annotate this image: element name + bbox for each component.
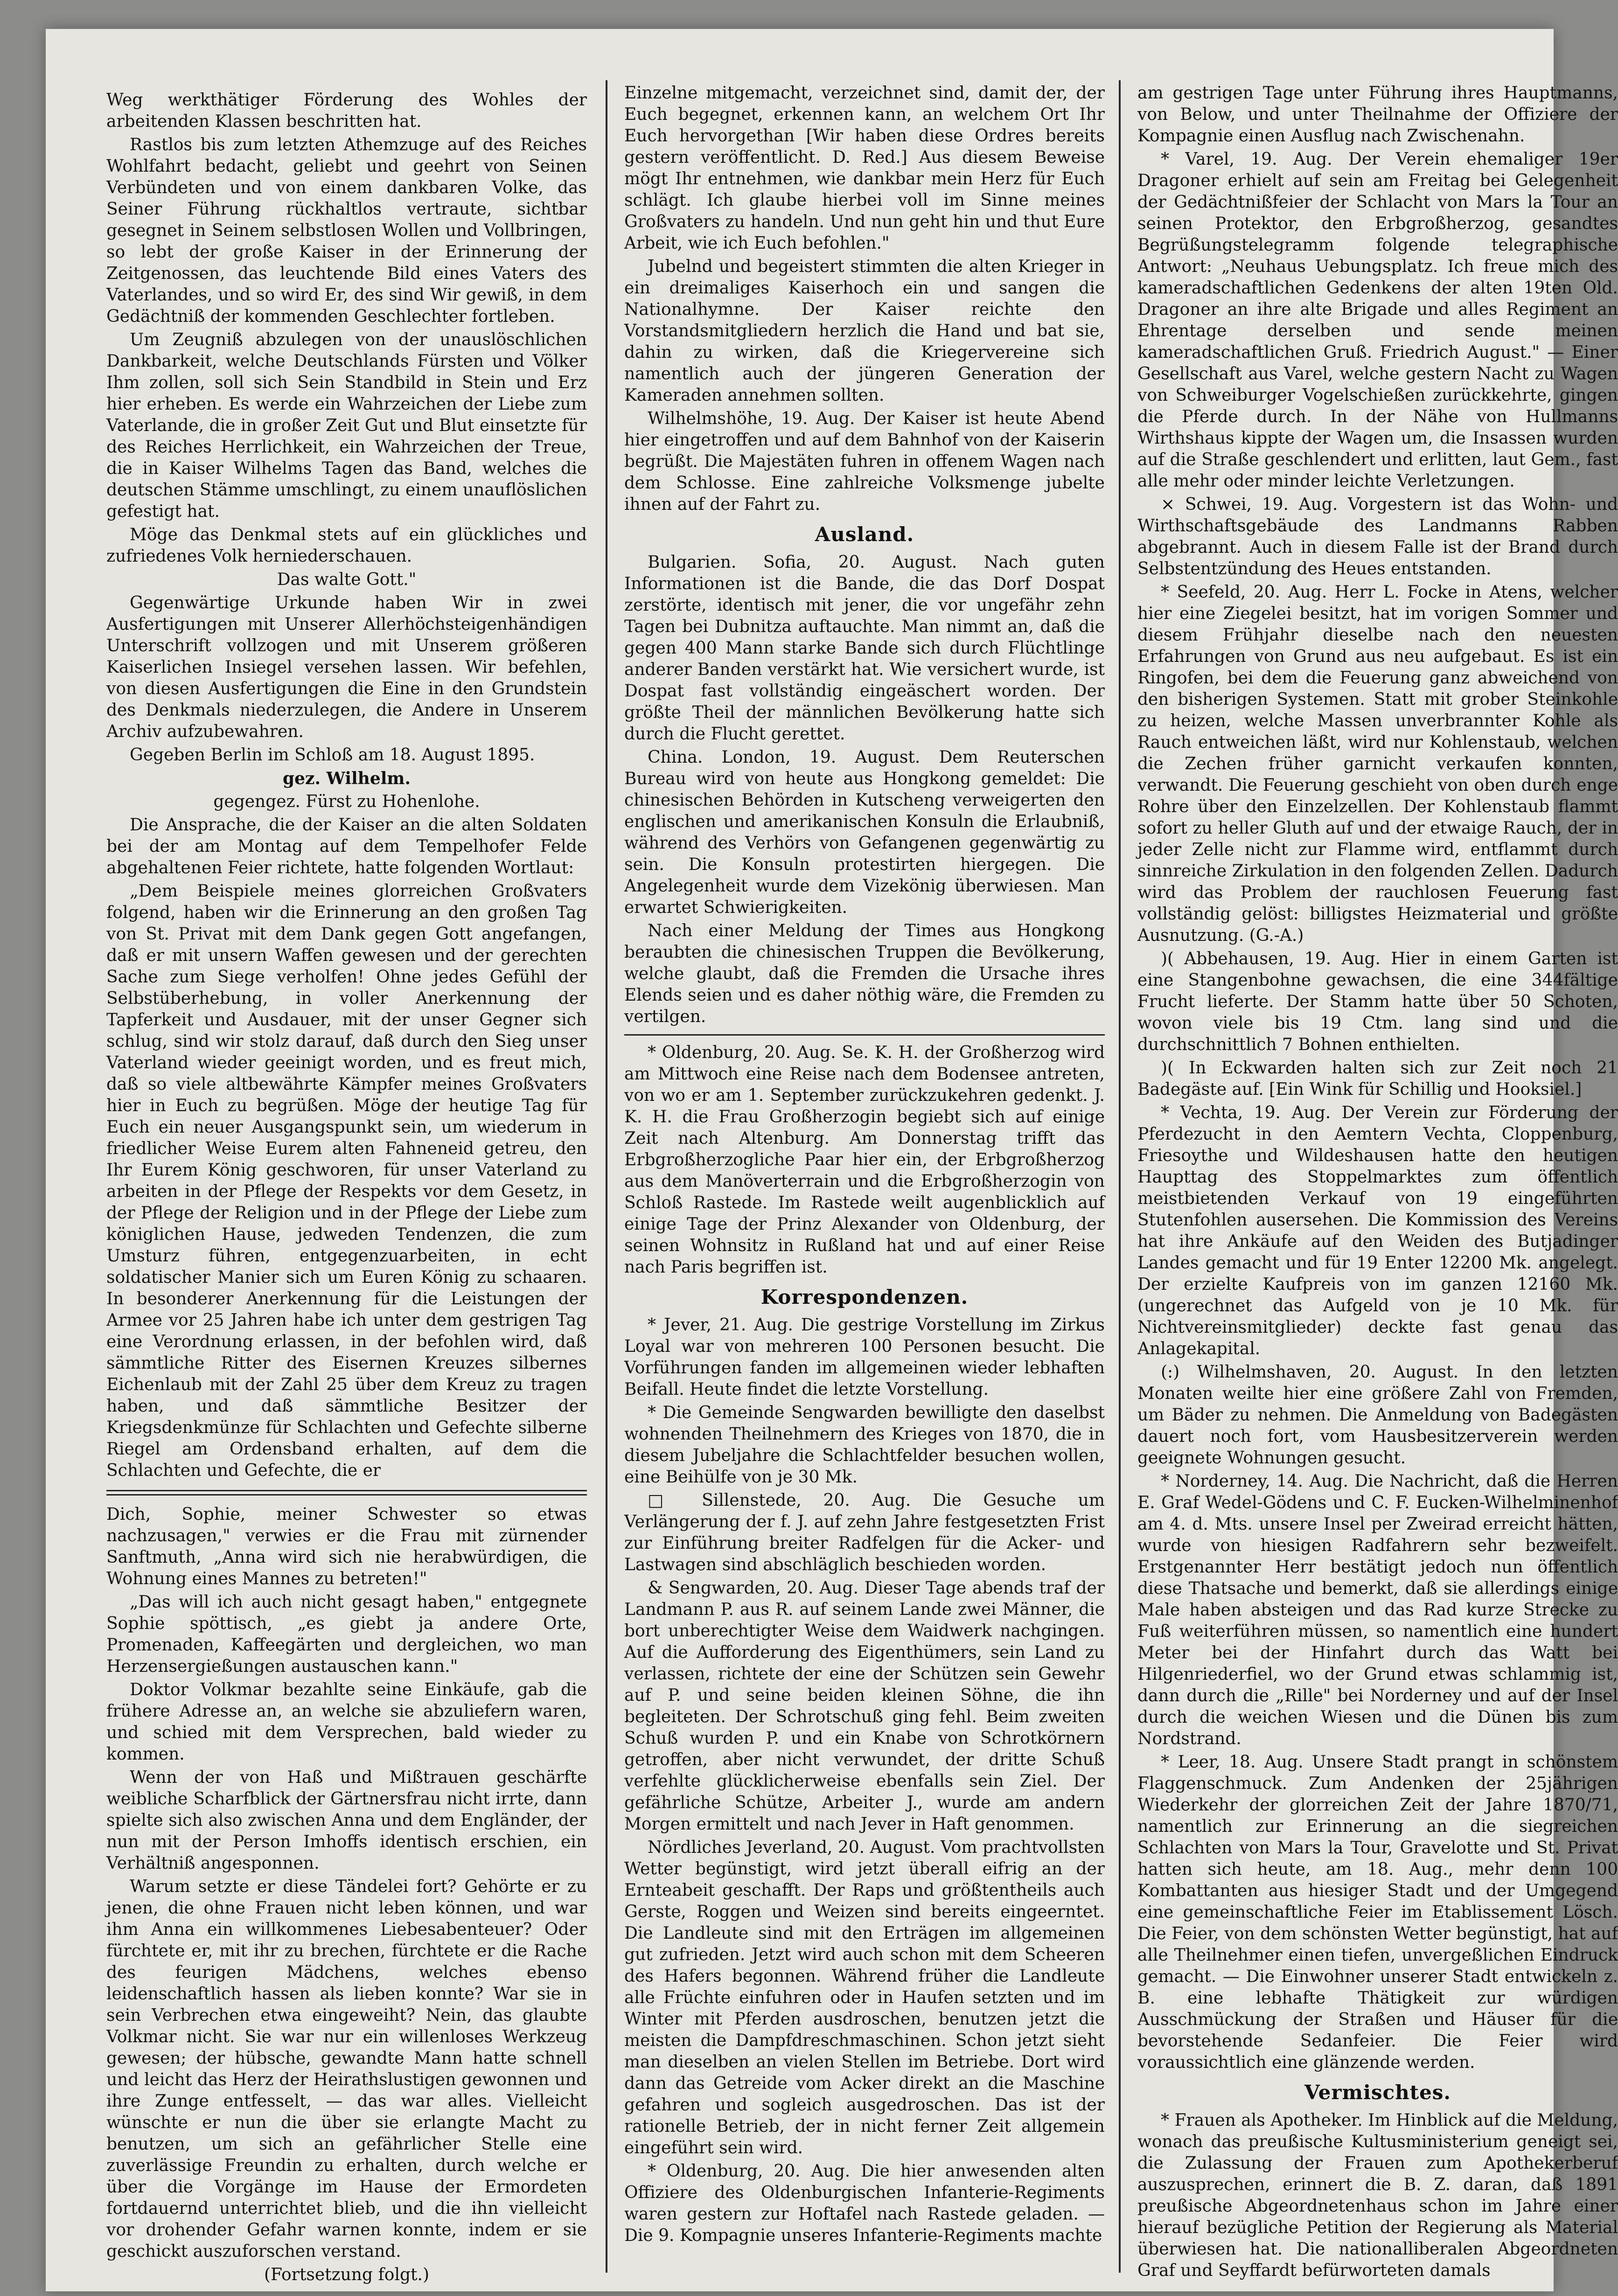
paragraph: Doktor Volkmar bezahlte seine Einkäufe, gab die frühere Adresse an, an welche sie abzuliefern waren, und schied mit dem Versprechen, bald wieder zu kommen. xyxy=(106,1680,587,1764)
paragraph: )( In Eckwarden halten sich zur Zeit noch 21 Badegäste auf. [Ein Wink für Schillig und Hooksiel.] xyxy=(1137,1058,1618,1099)
paragraph: Jubelnd und begeistert stimmten die alten Krieger in ein dreimaliges Kaiserhoch ein und sangen die Nationalhymne. Der Kaiser reichte den Vorstandsmitgliedern herzlich die Hand und bat sie, dahin zu wirken, daß die Kriegervereine sich namentlich auch der jüngeren Generation der Kameraden annehmen sollten. xyxy=(624,257,1105,405)
paragraph: & Sengwarden, 20. Aug. Dieser Tage abends traf der Landmann P. aus R. auf seinem Lande zwei Männer, die bort unberechtigter Weise dem Waidwerk nachgingen. Auf die Aufforderung des Eigenthümers, sein Land zu verlassen, richtete der eine der Schützen sein Gewehr auf P. und seine beiden kleinen Söhne, die ihn begleiteten. Der Schrotschuß ging fehl. Beim zweiten Schuß wurden P. und ein Knabe von Schrotkörnern getroffen, aber nicht verwundet, der dritte Schuß verfehlte glücklicherweise ebenfalls sein Ziel. Der gefährliche Schütze, Arbeiter J., wurde am andern Morgen ermittelt und nach Jever in Haft genommen. xyxy=(624,1579,1105,1834)
paragraph: * Oldenburg, 20. Aug. Se. K. H. der Großherzog wird am Mittwoch eine Reise nach dem Bodensee antreten, von wo er am 1. September zurückzukehren gedenkt. J. K. H. die Frau Großherzogin begiebt sich auf einige Zeit nach Altenburg. Am Donnerstag trifft das Erbgroßherzogliche Paar hier ein, der Erbgroßherzog aus dem Manöverterrain und die Erbgroßherzogin von Schloß Rastede. Im Rastede weilt augenblicklich auf einige Tage der Prinz Alexander von Oldenburg, der seinen Wohnsitz in Rußland hat und auf einer Reise nach Paris begriffen ist. xyxy=(624,1043,1105,1277)
column-1 xyxy=(106,90,587,2284)
paragraph: Das walte Gott." xyxy=(277,570,417,589)
paragraph: * Die Gemeinde Sengwarden bewilligte den daselbst wohnenden Theilnehmern des Krieges von 1870, die in diesem Jubeljahre die Schlachtfelder besuchen wollen, eine Beihülfe von je 30 Mk. xyxy=(624,1403,1105,1487)
paragraph: Die Ansprache, die der Kaiser an die alten Soldaten bei der am Montag auf dem Tempelhofer Felde abgehaltenen Feier richtete, hatte folgenden Wortlaut: xyxy=(106,815,587,877)
paragraph: * Seefeld, 20. Aug. Herr L. Focke in Atens, welcher hier eine Ziegelei besitzt, hat im vorigen Sommer und diesem Frühjahr dieselbe nach den neuesten Erfahrungen von Grund aus neu aufgebaut. Es ist ein Ringofen, bei dem die Feuerung ganz abweichend von den bisherigen Systemen. Statt mit grober Steinkohle zu heizen, welche Massen unverbrannter Kohle als Rauch entweichen läßt, wird nur Kohlenstaub, welchen die Zechen früher garnicht verkaufen konnten, verwandt. Die Feuerung geschieht von oben durch enge Rohre über den Einzelzellen. Der Kohlenstaub flammt sofort zu heller Gluth auf und der etwaige Rauch, der in jeder Zelle nicht zur Flamme wird, entflammt durch sinnreiche Zirkulation in den folgenden Zellen. Dadurch wird das Problem der rauchlosen Feuerung fast vollständig gelöst: billigstes Heizmaterial und größte Ausnutzung. (G.-A.) xyxy=(1137,583,1618,945)
paragraph: * Varel, 19. Aug. Der Verein ehemaliger 19er Dragoner erhielt auf sein am Freitag bei Gelegenheit der Gedächtnißfeier der Schlacht von Mars la Tour an seinen Protektor, den Erbgroßherzog, gesandtes Begrüßungstelegramm folgende telegraphische Antwort: „Neuhaus Uebungsplatz. Ich freue mich des kameradschaftlichen Gedenkens der alten 19ten Old. Dragoner an ihre alte Brigade und alles Regiment an Ehrentage derselben und sende meinen kameradschaftlichen Gruß. Friedrich August." — Einer Gesellschaft aus Varel, welche gestern Nacht zu Wagen von Schweiburger Vogelschießen zurückkehrte, gingen die Pferde durch. In der Nähe von Hullmanns Wirthshaus kippte der Wagen um, die Insassen wurden auf die Straße geschlendert und erlitten, laut Gem., fast alle mehr oder minder leichte Verletzungen. xyxy=(1137,150,1618,491)
divider xyxy=(624,1034,1105,1036)
paragraph: * Leer, 18. Aug. Unsere Stadt prangt in schönstem Flaggenschmuck. Zum Andenken der 25jährigen Wiederkehr der glorreichen Zeit der Jahre 1870/71, namentlich zur Erinnerung an die siegreichen Schlachten von Mars la Tour, Gravelotte und St. Privat hatten sich heute, am 18. Aug., mehr denn 100 Kombattanten aus hiesiger Stadt und der Umgegend eine gemeinschaftliche Feier im Etablissement Lösch. Die Feier, von dem schönsten Wetter begünstigt, hat auf alle Theilnehmer einen tiefen, unvergeßlichen Eindruck gemacht. — Die Einwohner unserer Stadt entwickeln z. B. eine lebhafte Thätigkeit zur würdigen Ausschmückung der Straßen und Häuser für die bevorstehende Sedanfeier. Die Feier wird voraussichtlich eine glänzende werden. xyxy=(1137,1753,1618,2072)
feuilleton-divider xyxy=(106,1490,587,1496)
paragraph: „Dem Beispiele meines glorreichen Großvaters folgend, haben wir die Erinnerung an den großen Tag von St. Privat mit dem Dank gegen Gott angefangen, daß er mit unsern Waffen gewesen und der gerechten Sache zum Siege verholfen! Ohne jedes Gefühl der Selbstüberhebung, in voller Anerkennung der Tapferkeit und Ausdauer, mit der unser Gegner sich schlug, sind wir stolz darauf, daß durch den Sieg unser Vaterland wieder geeinigt worden, und es freut mich, daß so viele altbewährte Kämpfer meines Großvaters hier in Euch zu begrüßen. Möge der heutige Tag für Euch ein neuer Ausgangspunkt sein, um wiederum in friedlicher Weise Eurem alten Fahneneid getreu, den Ihr Eurem König geschworen, für unser Vaterland zu arbeiten in der Pflege der Respekts vor dem Gesetz, in der Pflege der Religion und in der Pflege der Liebe zum königlichen Hause, jedweden Tendenzen, die zum Umsturz führen, entgegenzuarbeiten, in echt soldatischer Manier sich um Euren König zu schaaren. In besonderer Anerkennung für die Leistungen der Armee vor 25 Jahren habe ich unter dem gestrigen Tag eine Verordnung erlassen, in der befohlen wird, daß sämmtliche Ritter des Eisernen Kreuzes silbernes Eichenlaub mit der Zahl 25 über dem Kreuz zu tragen haben, und daß sämmtliche Besitzer der Kriegsdenkmünze für Schlachten und Gefechte silberne Riegel am Ordensband erhalten, auf dem die Schlachten und Gefechte, die er xyxy=(106,882,587,1480)
paragraph: * Jever, 21. Aug. Die gestrige Vorstellung im Zirkus Loyal war von mehreren 100 Personen besucht. Die Vorführungen fanden im allgemeinen wieder lebhaften Beifall. Heute findet die letzte Vorstellung. xyxy=(624,1315,1105,1399)
continuation-note: (Fortsetzung folgt.) xyxy=(264,2265,429,2284)
column-rule-right xyxy=(1119,80,1121,2273)
paragraph: * Oldenburg, 20. Aug. Die hier anwesenden alten Offiziere des Oldenburgischen Infanterie-Regiments waren gestern zur Hoftafel nach Rastede geladen. — Die 9. Kompagnie unseres Infanterie-Regiments machte xyxy=(624,2162,1105,2245)
paragraph: * Norderney, 14. Aug. Die Nachricht, daß die Herren E. Graf Wedel-Gödens und C. F. Eucken-Wilhelminenhof am 4. d. Mts. unsere Insel per Zweirad erreicht hätten, wurde von hiesigen Radfahrern sehr bezweifelt. Erstgenannter Herr bestätigt jedoch nun öffentlich diese Thatsache und bemerkt, daß sie allerdings einige Male haben absteigen und das Rad kurze Strecke zu Fuß weiterführen müssen, so namentlich eine hundert Meter bei der Hinfahrt durch das Watt bei Hilgenriederfiel, wo der Grund etwas schlammig ist, dann durch die „Rille" bei Norderney und auf der Insel durch die weichen Wiesen und die Dünen bis zum Nordstrand. xyxy=(1137,1472,1618,1748)
paragraph: Möge das Denkmal stets auf ein glückliches und zufriedenes Volk herniederschauen. xyxy=(106,525,587,566)
paragraph: × Schwei, 19. Aug. Vorgestern ist das Wohn- und Wirthschaftsgebäude des Landmanns Rabben abgebrannt. Auch in diesem Falle ist der Brand durch Selbstentzündung des Heues entstanden. xyxy=(1137,495,1618,578)
column-3 xyxy=(1137,83,1618,2280)
column-2 xyxy=(624,83,1105,2256)
paragraph: (:) Wilhelmshaven, 20. August. In den letzten Monaten weilte hier eine größere Zahl von Fremden, um Bäder zu nehmen. Die Anmeldung von Badegästen dauert noch fort, vom Hausbesitzerverein werden geeignete Wohnungen gesucht. xyxy=(1137,1363,1618,1468)
paragraph: Wilhelmshöhe, 19. Aug. Der Kaiser ist heute Abend hier eingetroffen und auf dem Bahnhof von der Kaiserin begrüßt. Die Majestäten fuhren in offenem Wagen nach dem Schlosse. Eine zahlreiche Volksmenge jubelte ihnen auf der Fahrt zu. xyxy=(624,409,1105,514)
paragraph: China. London, 19. August. Dem Reuterschen Bureau wird von heute aus Hongkong gemeldet: Die chinesischen Behörden in Kutscheng verweigerten den englischen und amerikanischen Konsuln die Erlaubniß, während des Verhörs von Gefangenen gegenwärtig zu sein. Die Konsuln protestirten hiergegen. Die Angelegenheit wurde dem Vizekönig überwiesen. Man erwartet Schwierigkeiten. xyxy=(624,748,1105,917)
section-heading-korrespondenzen: Korrespondenzen. xyxy=(760,1286,969,1308)
paragraph: Um Zeugniß abzulegen von der unauslöschlichen Dankbarkeit, welche Deutschlands Fürsten und Völker Ihm zollen, soll sich Sein Standbild in Stein und Erz hier erheben. Es werde ein Wahrzeichen der Liebe zum Vaterlande, die in großer Zeit Gut und Blut einsetzte für des Reiches Herrlichkeit, ein Wahrzeichen der Treue, die in Kaiser Wilhelms Tagen das Band, welches die deutschen Stämme umschlingt, zu einem unauflöslichen gefestigt hat. xyxy=(106,330,587,521)
section-heading-ausland: Ausland. xyxy=(815,523,914,546)
paragraph: * Frauen als Apotheker. Im Hinblick auf die Meldung, wonach das preußische Kultusministerium geneigt sei, die Zulassung der Frauen zum Apothekerberuf auszusprechen, erinnert die B. Z. daran, daß 1891 preußische Abgeordnetenhaus schon im Jahre einer hierauf bezügliche Petition der Regierung als Material überwiesen hat. Die nationalliberalen Abgeordneten Graf und Seyffardt befürworteten damals xyxy=(1137,2111,1618,2280)
countersignature: gegengez. Fürst zu Hohenlohe. xyxy=(213,792,480,811)
paragraph: )( Abbehausen, 19. Aug. Hier in einem Garten ist eine Stangenbohne gewachsen, die eine 344fältige Frucht lieferte. Der Stamm hatte über 50 Schoten, wovon viele bis 19 Ctm. lang sind und die durchschnittlich 7 Bohnen enthielten. xyxy=(1137,949,1618,1054)
paragraph: * Vechta, 19. Aug. Der Verein zur Förderung der Pferdezucht in den Aemtern Vechta, Cloppenburg, Friesoythe und Wildeshausen hatte den heutigen Haupttag des Stoppelmarktes zum öffentlich meistbietenden Verkauf von 19 eingeführten Stutenfohlen ausersehen. Die Kommission des Vereins hat ihre Ankäufe auf den Weiden des Butjadinger Landes gemacht und für 19 Enter 12200 Mk. angelegt. Der erzielte Kaufpreis von im ganzen 12160 Mk. (ungerechnet das Aufgeld von je 10 Mk. für Nichtvereinsmitglieder) deckte fast genau das Anlagekapital. xyxy=(1137,1103,1618,1358)
paragraph: Warum setzte er diese Tändelei fort? Gehörte er zu jenen, die ohne Frauen nicht leben können, und war ihm Anna ein willkommenes Liebesabenteuer? Oder fürchtete er, mit ihr zu brechen, fürchtete er die Rache des feurigen Mädchens, welches ebenso leidenschaftlich hassen als lieben konnte? War sie in sein Verbrechen etwa eingeweiht? Nein, das glaubte Volkmar nicht. Sie war nur ein willenloses Werkzeug gewesen; der hübsche, gewandte Mann hatte schnell und leicht das Herz der Heirathslustigen gewonnen und ihre Zunge entfesselt, — das war alles. Vielleicht wünschte er nun die über sie erlangte Macht zu benutzen, um sich an gefährlicher Stelle eine zuverlässige Freundin zu erhalten, durch welche er über die Vorgänge im Hause der Ermordeten fortdauernd unterrichtet blieb, und die ihn vielleicht vor drohender Gefahr warnen konnte, indem er sie geschickt auszuforschen verstand. xyxy=(106,1877,587,2261)
paragraph: Dich, Sophie, meiner Schwester so etwas nachzusagen," verwies er die Frau mit zürnender Sanftmuth, „Anna wird sich nie herabwürdigen, die Wohnung eines Mannes zu betreten!" xyxy=(106,1505,587,1588)
paragraph: Bulgarien. Sofia, 20. August. Nach guten Informationen ist die Bande, die das Dorf Dospat zerstörte, identisch mit jener, die vor ungefähr zehn Tagen bei Dubnitza auftauchte. Man nimmt an, daß die gegen 400 Mann starke Bande sich durch Flüchtlinge anderer Banden verstärkt hat. Wie versichert wurde, ist Dospat fast vollständig eingeäschert worden. Der größte Theil der männlichen Bevölkerung hatte sich durch die Flucht gerettet. xyxy=(624,553,1105,744)
column-rule-left xyxy=(606,80,607,2273)
paragraph: Gegeben Berlin im Schloß am 18. August 1895. xyxy=(130,745,535,765)
paragraph: Einzelne mitgemacht, verzeichnet sind, damit der, der Euch begegnet, erkennen kann, an welchem Ort Ihr Euch hervorgethan [Wir haben diese Ordres bereits gestern veröffentlicht. D. Red.] Aus diesem Beweise mögt Ihr entnehmen, wie dankbar mein Herz für Euch schlägt. Ich glaube hierbei voll im Sinne meines Großvaters zu handeln. Und nun geht hin und thut Eure Arbeit, wie ich Euch befohlen." xyxy=(624,83,1105,253)
signature: gez. Wilhelm. xyxy=(282,769,411,788)
paragraph: □ Sillenstede, 20. Aug. Die Gesuche um Verlängerung der f. J. auf zehn Jahre festgesetzten Frist zur Einführung breiter Radfelgen für die Acker- und Lastwagen sind abschläglich beschieden worden. xyxy=(624,1491,1105,1574)
paragraph: „Das will ich auch nicht gesagt haben," entgegnete Sophie spöttisch, „es giebt ja andere Orte, Promenaden, Kaffeegärten und dergleichen, wo man Herzensergießungen austauschen kann." xyxy=(106,1593,587,1676)
paragraph: Wenn der von Haß und Mißtrauen geschärfte weibliche Scharfblick der Gärtnersfrau nicht irrte, dann spielte sich also zwischen Anna und dem Engländer, der nun mit der Person Imhoffs identisch erschien, ein Verhältniß angesponnen. xyxy=(106,1768,587,1873)
paragraph: Nördliches Jeverland, 20. August. Vom prachtvollsten Wetter begünstigt, wird jetzt überall eifrig an der Ernteabeit geschafft. Der Raps und größtentheils auch Gerste, Roggen und Weizen sind bereits eingeerntet. Die Landleute sind mit den Erträgen im allgemeinen gut zufrieden. Jetzt wird auch schon mit dem Scheeren des Hafers begonnen. Während früher die Landleute alle Früchte einfuhren oder in Haufen setzten und im Winter mit Pferden ausdroschen, benutzen jetzt die meisten die Dampfdreschmaschinen. Schon jetzt sieht man dieselben an vielen Stellen im Betriebe. Dort wird dann das Getreide vom Acker direkt an die Maschine gefahren und sogleich ausgedroschen. Das ist der rationelle Betrieb, der in nicht ferner Zeit allgemein eingeführt sein wird. xyxy=(624,1838,1105,2157)
paragraph: Weg werkthätiger Förderung des Wohles der arbeitenden Klassen beschritten hat. xyxy=(106,90,587,131)
paragraph: Gegenwärtige Urkunde haben Wir in zwei Ausfertigungen mit Unserer Allerhöchsteigenhändigen Unterschrift vollzogen und mit Unserem größeren Kaiserlichen Insiegel versehen lassen. Wir befehlen, von diesen Ausfertigungen die Eine in den Grundstein des Denkmals niederzulegen, die Andere in Unserem Archiv aufzubewahren. xyxy=(106,593,587,741)
paragraph: Nach einer Meldung der Times aus Hongkong beraubten die chinesischen Truppen die Bevölkerung, welche glaubt, daß die Fremden die Ursache ihres Elends seien und es daher nöthig wäre, die Fremden zu vertilgen. xyxy=(624,921,1105,1026)
paragraph: am gestrigen Tage unter Führung ihres Hauptmanns, von Below, und unter Theilnahme der Offiziere der Kompagnie einen Ausflug nach Zwischenahn. xyxy=(1137,83,1618,146)
newspaper-page xyxy=(46,29,1618,2291)
paragraph: Rastlos bis zum letzten Athemzuge auf des Reiches Wohlfahrt bedacht, geliebt und geehrt von Seinen Verbündeten und von einem dankbaren Volke, das Seiner Führung rückhaltlos vertraute, sichtbar gesegnet in Seinem selbstlosen Wollen und Vollbringen, so lebt der große Kaiser in der Erinnerung der Zeitgenossen, das leuchtende Bild eines Vaters des Vaterlandes, und so wird Er, des sind Wir gewiß, in dem Gedächtniß der kommenden Geschlechter fortleben. xyxy=(106,135,587,326)
section-heading-vermischtes: Vermischtes. xyxy=(1304,2081,1451,2104)
